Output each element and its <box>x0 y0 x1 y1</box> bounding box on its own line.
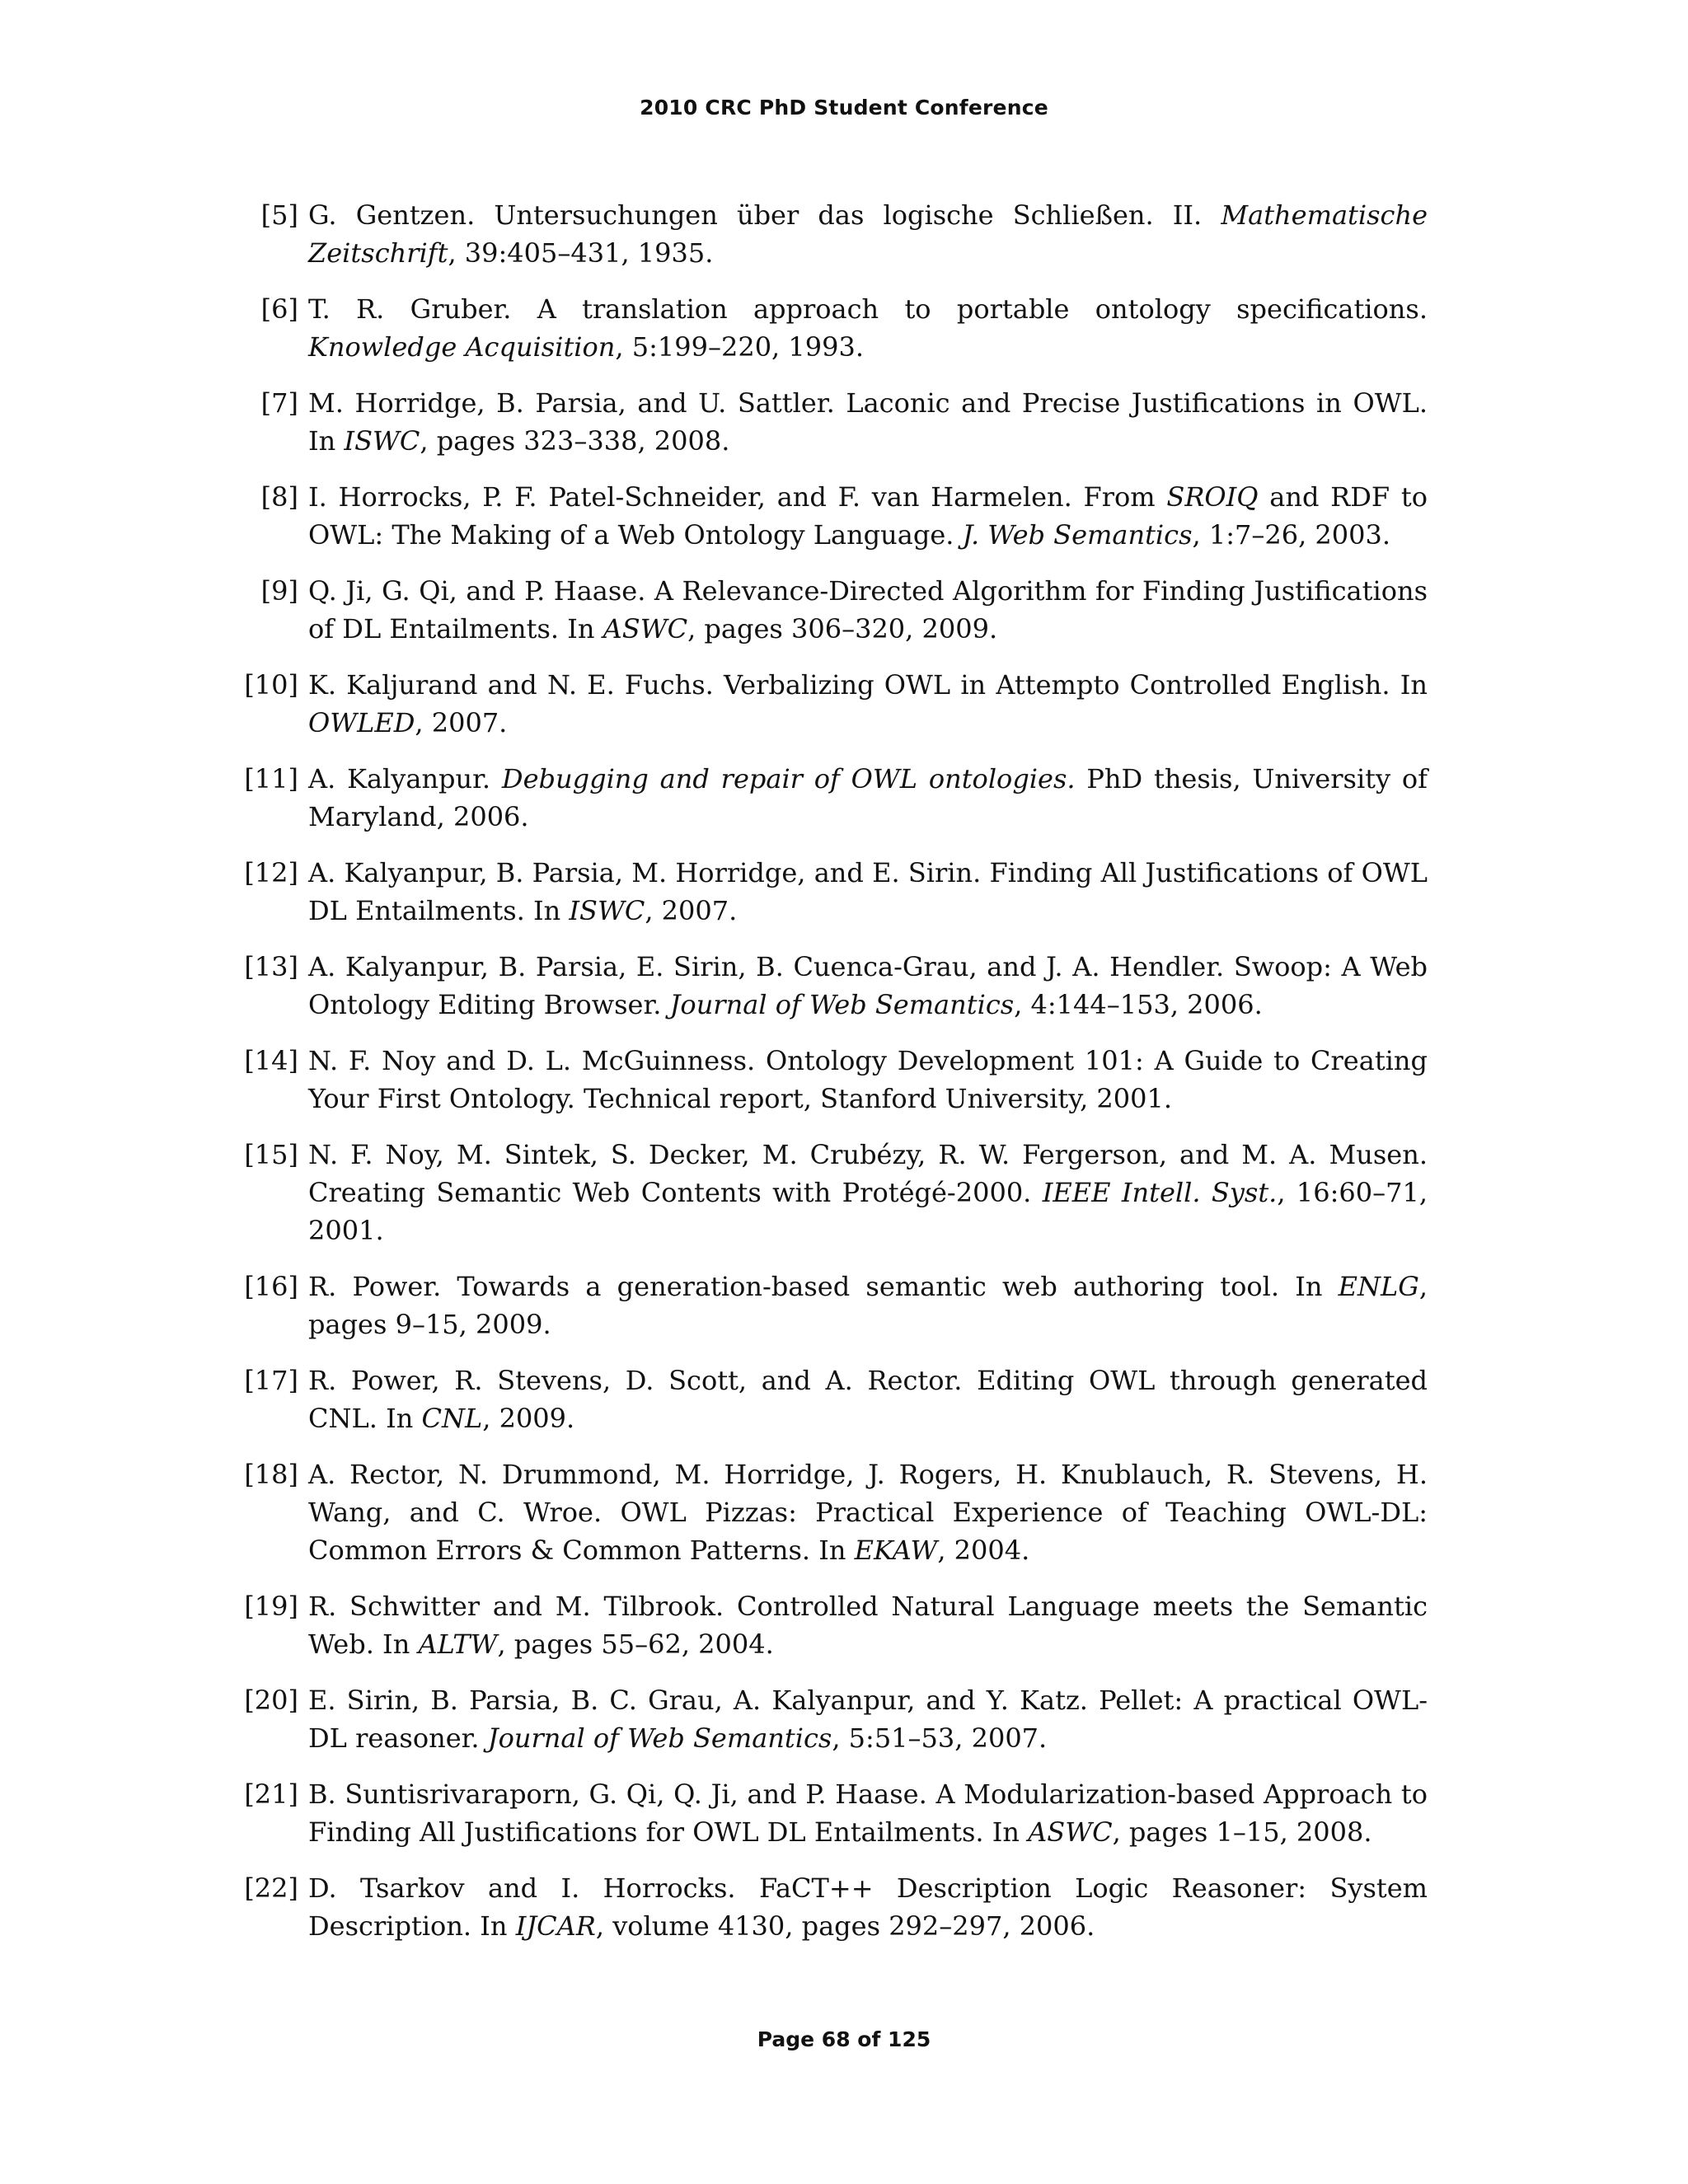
reference-number: [10] <box>244 669 298 701</box>
reference-segment: A. Kalyanpur, B. Parsia, M. Horridge, and E. Sirin. Finding All Justifications of OWL DL Entailments. In <box>308 857 1428 926</box>
reference-segment: , 2007. <box>645 895 738 926</box>
reference-item <box>239 1775 1428 1851</box>
reference-segment: , 1:7–26, 2003. <box>1192 519 1391 551</box>
reference-text <box>308 1872 1428 1942</box>
reference-number: [18] <box>244 1459 298 1490</box>
reference-segment: , 2004. <box>937 1535 1030 1566</box>
reference-segment: , 4:144–153, 2006. <box>1014 989 1263 1020</box>
reference-segment: , 16:60–71, 2001. <box>308 1177 1428 1246</box>
reference-text <box>308 1271 1428 1340</box>
reference-item <box>239 478 1428 554</box>
reference-segment: N. F. Noy, M. Sintek, S. Decker, M. Crubézy, R. W. Fergerson, and M. A. Musen. Creating Semantic Web Contents with Protégé-2000. <box>308 1139 1428 1208</box>
reference-segment: R. Power. Towards a generation-based semantic web authoring tool. In <box>308 1271 1339 1302</box>
reference-text <box>308 1045 1428 1114</box>
reference-item <box>239 196 1428 272</box>
reference-venue: Mathematische Zeitschrift <box>308 199 1428 269</box>
reference-list <box>239 196 1428 1963</box>
page-number: Page 68 of 125 <box>757 2027 931 2051</box>
reference-venue: IEEE Intell. Syst. <box>1042 1177 1278 1208</box>
reference-item <box>239 1455 1428 1569</box>
reference-segment: , 39:405–431, 1935. <box>448 237 714 269</box>
reference-item <box>239 1136 1428 1249</box>
reference-venue: OWLED <box>308 707 415 738</box>
reference-venue: IJCAR <box>515 1910 596 1942</box>
reference-item <box>239 1042 1428 1118</box>
reference-venue: ENLG <box>1338 1271 1419 1302</box>
reference-venue: Debugging and repair of OWL ontologies. <box>501 763 1076 794</box>
reference-venue: ASWC <box>1028 1816 1113 1848</box>
reference-text <box>308 575 1428 644</box>
reference-segment: A. Kalyanpur, B. Parsia, E. Sirin, B. Cuenca-Grau, and J. A. Hendler. Swoop: A Web Ontology Editing Browser. <box>308 951 1428 1020</box>
reference-segment: , volume 4130, pages 292–297, 2006. <box>595 1910 1095 1942</box>
reference-text <box>308 293 1428 363</box>
reference-segment: , pages 1–15, 2008. <box>1112 1816 1372 1848</box>
reference-number: [14] <box>244 1045 298 1076</box>
reference-segment: , 5:199–220, 1993. <box>615 331 864 363</box>
reference-venue: ISWC <box>344 425 420 457</box>
reference-venue: ALTW <box>418 1629 498 1660</box>
reference-segment: and RDF to OWL: The Making of a Web Ontology Language. <box>308 481 1428 551</box>
reference-number: [21] <box>244 1779 298 1810</box>
reference-text <box>308 1779 1428 1848</box>
reference-venue: ISWC <box>569 895 645 926</box>
reference-text <box>308 951 1428 1020</box>
reference-segment: , 2007. <box>415 707 508 738</box>
reference-venue: Journal of Web Semantics <box>487 1722 832 1754</box>
reference-number: [12] <box>244 857 298 888</box>
reference-segment: G. Gentzen. Untersuchungen über das logische Schließen. II. <box>308 199 1221 231</box>
reference-segment: N. F. Noy and D. L. McGuinness. Ontology Development 101: A Guide to Creating Your First Ontology. Technical report, Stanford University, 2001. <box>308 1045 1428 1114</box>
reference-text <box>308 857 1428 926</box>
reference-item <box>239 1869 1428 1945</box>
reference-number: [11] <box>244 763 298 794</box>
reference-segment: A. Kalyanpur. <box>308 763 502 794</box>
reference-text <box>308 481 1428 551</box>
reference-number: [20] <box>244 1685 298 1716</box>
reference-segment: K. Kaljurand and N. E. Fuchs. Verbalizing OWL in Attempto Controlled English. In <box>308 669 1428 701</box>
reference-segment: M. Horridge, B. Parsia, and U. Sattler. Laconic and Precise Justifications in OWL. In <box>308 387 1428 457</box>
reference-segment: D. Tsarkov and I. Horrocks. FaCT++ Description Logic Reasoner: System Description. In <box>308 1872 1428 1942</box>
reference-number: [13] <box>244 951 298 982</box>
reference-segment: , pages 306–320, 2009. <box>687 613 998 644</box>
reference-segment: A. Rector, N. Drummond, M. Horridge, J. Rogers, H. Knublauch, R. Stevens, H. Wang, and C. Wroe. OWL Pizzas: Practical Experience of Teaching OWL-DL: Common Errors & Common Patterns. In <box>308 1459 1428 1566</box>
reference-item <box>239 760 1428 836</box>
reference-segment: , 2009. <box>482 1403 575 1434</box>
reference-number: [9] <box>260 575 298 607</box>
reference-number: [5] <box>260 199 298 231</box>
reference-item <box>239 854 1428 930</box>
reference-text <box>308 1459 1428 1566</box>
reference-item <box>239 1587 1428 1663</box>
reference-segment: PhD thesis, University of Maryland, 2006. <box>308 763 1428 832</box>
reference-item <box>239 666 1428 742</box>
reference-text <box>308 199 1428 269</box>
reference-number: [7] <box>260 387 298 419</box>
reference-segment: I. Horrocks, P. F. Patel-Schneider, and F. van Harmelen. From <box>308 481 1167 513</box>
reference-number: [19] <box>244 1591 298 1622</box>
reference-segment: R. Power, R. Stevens, D. Scott, and A. Rector. Editing OWL through generated CNL. In <box>308 1365 1428 1434</box>
reference-text <box>308 1591 1428 1660</box>
reference-segment: , 5:51–53, 2007. <box>832 1722 1048 1754</box>
reference-text <box>308 1139 1428 1246</box>
reference-segment: , pages 55–62, 2004. <box>497 1629 774 1660</box>
reference-segment: , pages 323–338, 2008. <box>420 425 730 457</box>
reference-number: [15] <box>244 1139 298 1170</box>
reference-number: [6] <box>260 293 298 325</box>
reference-item <box>239 290 1428 366</box>
reference-number: [22] <box>244 1872 298 1904</box>
reference-segment: B. Suntisrivaraporn, G. Qi, Q. Ji, and P. Haase. A Modularization-based Approach to Finding All Justifications for OWL DL Entailments. In <box>308 1779 1428 1848</box>
reference-venue: CNL <box>421 1403 483 1434</box>
page-header: 2010 CRC PhD Student Conference <box>640 96 1048 120</box>
reference-number: [8] <box>260 481 298 513</box>
reference-text <box>308 1685 1428 1754</box>
reference-segment: T. R. Gruber. A translation approach to portable ontology specifications. <box>308 293 1428 325</box>
reference-item <box>239 948 1428 1024</box>
reference-segment: , pages 9–15, 2009. <box>308 1271 1428 1340</box>
reference-item <box>239 1361 1428 1437</box>
reference-venue: SROIQ <box>1166 481 1259 513</box>
reference-text <box>308 763 1428 832</box>
reference-item <box>239 1268 1428 1343</box>
reference-venue: J. Web Semantics <box>962 519 1193 551</box>
reference-venue: EKAW <box>854 1535 938 1566</box>
reference-item <box>239 1681 1428 1757</box>
reference-venue: ASWC <box>603 613 688 644</box>
reference-venue: Journal of Web Semantics <box>669 989 1015 1020</box>
reference-item <box>239 384 1428 460</box>
reference-text <box>308 387 1428 457</box>
reference-venue: Knowledge Acquisition <box>308 331 616 363</box>
reference-segment: Q. Ji, G. Qi, and P. Haase. A Relevance-Directed Algorithm for Finding Justifications of DL Entailments. In <box>308 575 1428 644</box>
reference-number: [16] <box>244 1271 298 1302</box>
reference-item <box>239 572 1428 648</box>
reference-segment: E. Sirin, B. Parsia, B. C. Grau, A. Kalyanpur, and Y. Katz. Pellet: A practical OWL-DL reasoner. <box>308 1685 1428 1754</box>
reference-number: [17] <box>244 1365 298 1396</box>
reference-segment: R. Schwitter and M. Tilbrook. Controlled Natural Language meets the Semantic Web. In <box>308 1591 1428 1660</box>
reference-text <box>308 1365 1428 1434</box>
reference-text <box>308 669 1428 738</box>
